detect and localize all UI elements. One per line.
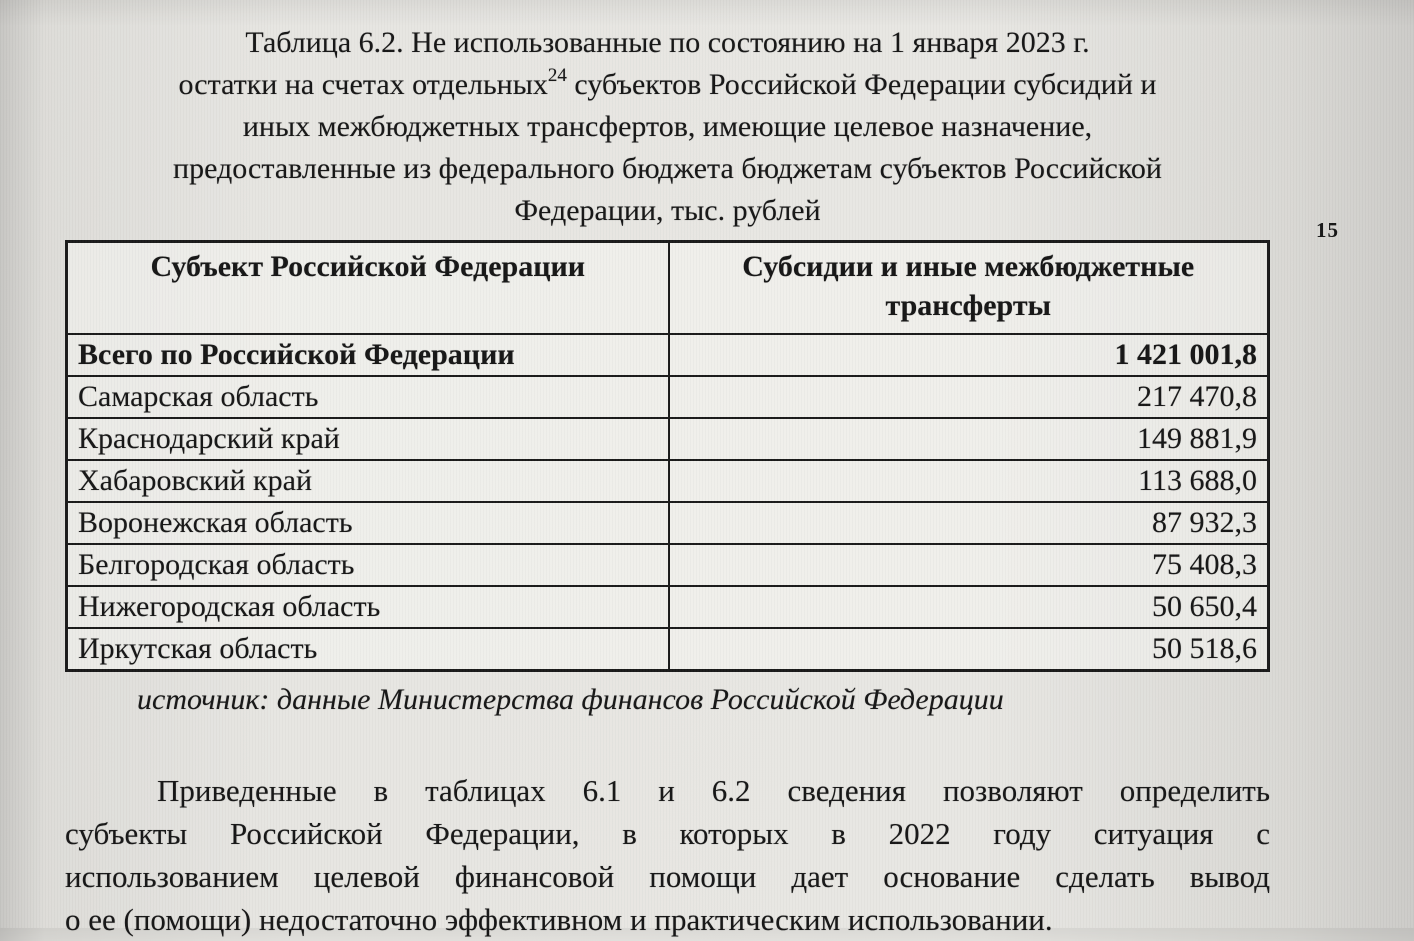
footnote-ref: 24: [547, 65, 567, 86]
region-cell: Самарская область: [67, 376, 669, 418]
caption-line-4: предоставленные из федерального бюджета бюджетам субъектов Российской: [173, 152, 1162, 185]
table-header-row: [67, 242, 1269, 335]
value-cell: 87 932,3: [669, 502, 1269, 544]
value-cell: 50 650,4: [669, 586, 1269, 628]
table-header: [67, 242, 1269, 335]
table-row: [67, 334, 1269, 376]
paragraph-line-2: субъекты Российской Федерации, в которых в 2022 году ситуация с: [65, 816, 1270, 851]
value-cell: 1 421 001,8: [669, 334, 1269, 376]
caption-line-2-pre: остатки на счетах отдельных: [178, 68, 548, 101]
value-cell: 50 518,6: [669, 628, 1269, 671]
table-row: [67, 418, 1269, 460]
paragraph-line-1: Приведенные в таблицах 6.1 и 6.2 сведения позволяют определить: [157, 773, 1270, 808]
table-row: [67, 544, 1269, 586]
body-paragraph: [65, 769, 1270, 941]
table-row: [67, 460, 1269, 502]
table-row: [67, 628, 1269, 671]
paragraph-line-4: о ее (помощи) недостаточно эффективном и практическим использовании.: [65, 902, 1053, 937]
region-cell: Белгородская область: [67, 544, 669, 586]
caption-line-2-post: субъектов Российской Федерации субсидий и: [574, 68, 1157, 101]
value-cell: 113 688,0: [669, 460, 1269, 502]
page-number: 15: [1316, 218, 1339, 242]
table-row: [67, 376, 1269, 418]
value-cell: 75 408,3: [669, 544, 1269, 586]
subsidies-table: [65, 240, 1270, 672]
document-content: [65, 22, 1270, 941]
caption-line-2: [65, 64, 1270, 106]
source-note: источник: данные Министерства финансов Российской Федерации: [137, 683, 1004, 716]
caption-line-5: Федерации, тыс. рублей: [514, 194, 821, 227]
column-header-value: Субсидии и иные межбюджетные трансферты: [669, 242, 1269, 335]
value-cell: 149 881,9: [669, 418, 1269, 460]
region-cell: Краснодарский край: [67, 418, 669, 460]
region-cell: Хабаровский край: [67, 460, 669, 502]
region-cell: Нижегородская область: [67, 586, 669, 628]
region-cell: Всего по Российской Федерации: [67, 334, 669, 376]
table-caption: [65, 22, 1270, 232]
column-header-region: Субъект Российской Федерации: [67, 242, 669, 335]
paragraph-line-3: использованием целевой финансовой помощи дает основание сделать вывод: [65, 859, 1270, 894]
caption-line-3: иных межбюджетных трансфертов, имеющие целевое назначение,: [242, 110, 1093, 143]
table-row: [67, 586, 1269, 628]
table-row: [67, 502, 1269, 544]
region-cell: Иркутская область: [67, 628, 669, 671]
caption-line-1: Таблица 6.2. Не использованные по состоянию на 1 января 2023 г.: [245, 26, 1090, 59]
region-cell: Воронежская область: [67, 502, 669, 544]
table-body: [67, 334, 1269, 671]
value-cell: 217 470,8: [669, 376, 1269, 418]
